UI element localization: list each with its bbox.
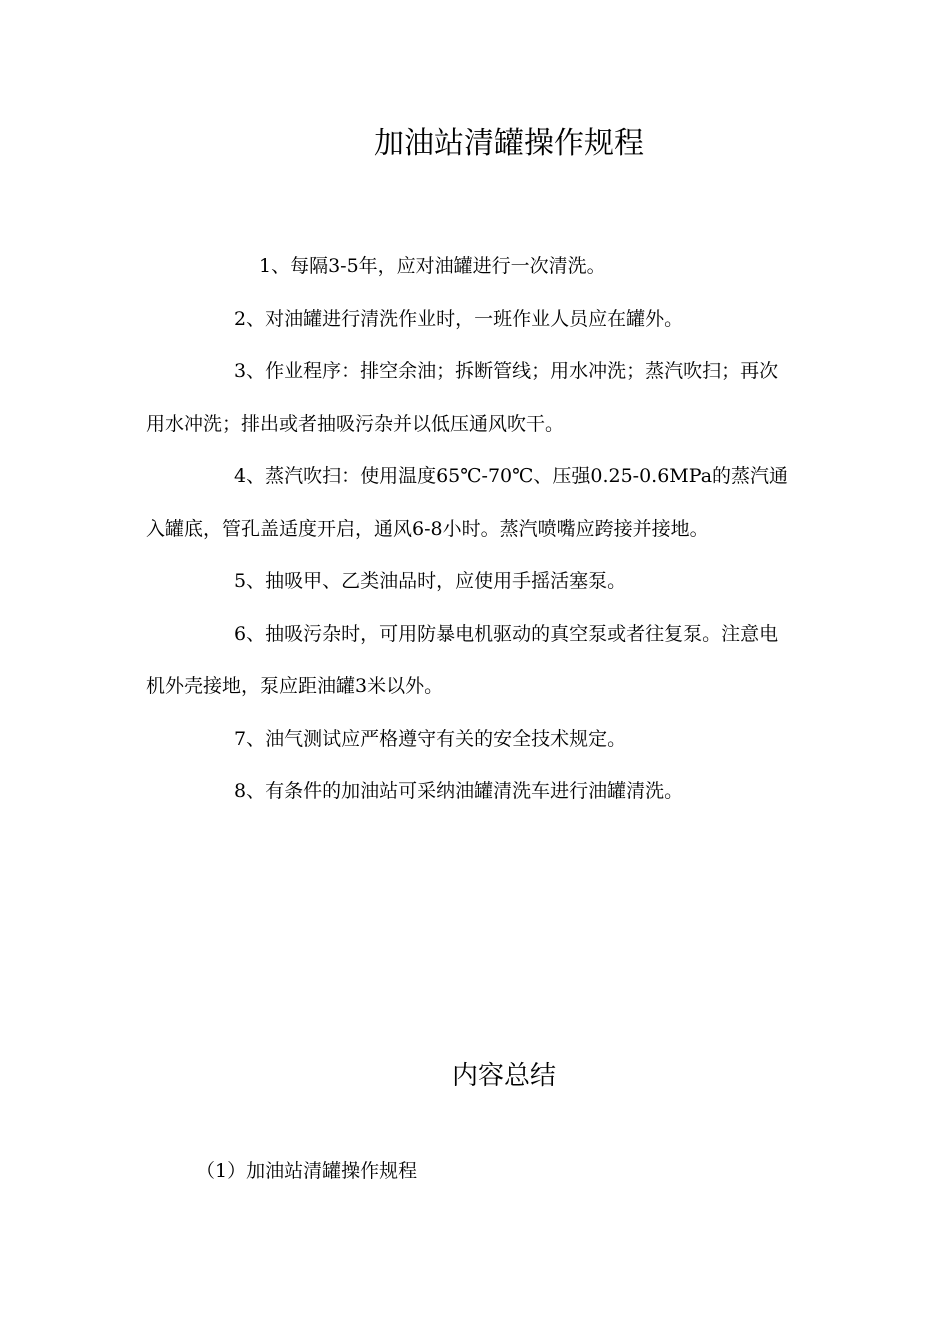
paragraph-6: 6、抽吸污杂时，可用防暴电机驱动的真空泵或者往复泵。注意电机外壳接地，泵应距油罐3米以外。 bbox=[146, 622, 779, 697]
paragraph-3: 3、作业程序：排空余油；拆断管线；用水冲洗；蒸汽吹扫；再次用水冲洗；排出或者抽吸污杂并以低压通风吹干。 bbox=[146, 360, 779, 435]
paragraph-4: 4、蒸汽吹扫：使用温度65℃-70℃、压强0.25-0.6MPa的蒸汽通入罐底，管孔盖适度开启，通风6-8小时。蒸汽喷嘴应跨接并接地。 bbox=[146, 465, 789, 540]
paragraph-7: 7、油气测试应严格遵守有关的安全技术规定。 bbox=[234, 727, 627, 750]
paragraph-8: 8、有条件的加油站可采纳油罐清洗车进行油罐清洗。 bbox=[234, 780, 684, 802]
paragraph-5: 5、抽吸甲、乙类油品时，应使用手摇活塞泵。 bbox=[234, 570, 627, 592]
summary-item: （1）加油站清罐操作规程 bbox=[196, 1160, 418, 1182]
document-body bbox=[146, 240, 796, 818]
document-title: 加油站清罐操作规程 bbox=[374, 126, 644, 161]
summary-title: 内容总结 bbox=[451, 1061, 556, 1091]
paragraph-2: 2、对油罐进行清洗作业时，一班作业人员应在罐外。 bbox=[234, 307, 684, 330]
paragraph-1: 1、每隔3-5年，应对油罐进行一次清洗。 bbox=[259, 255, 606, 277]
